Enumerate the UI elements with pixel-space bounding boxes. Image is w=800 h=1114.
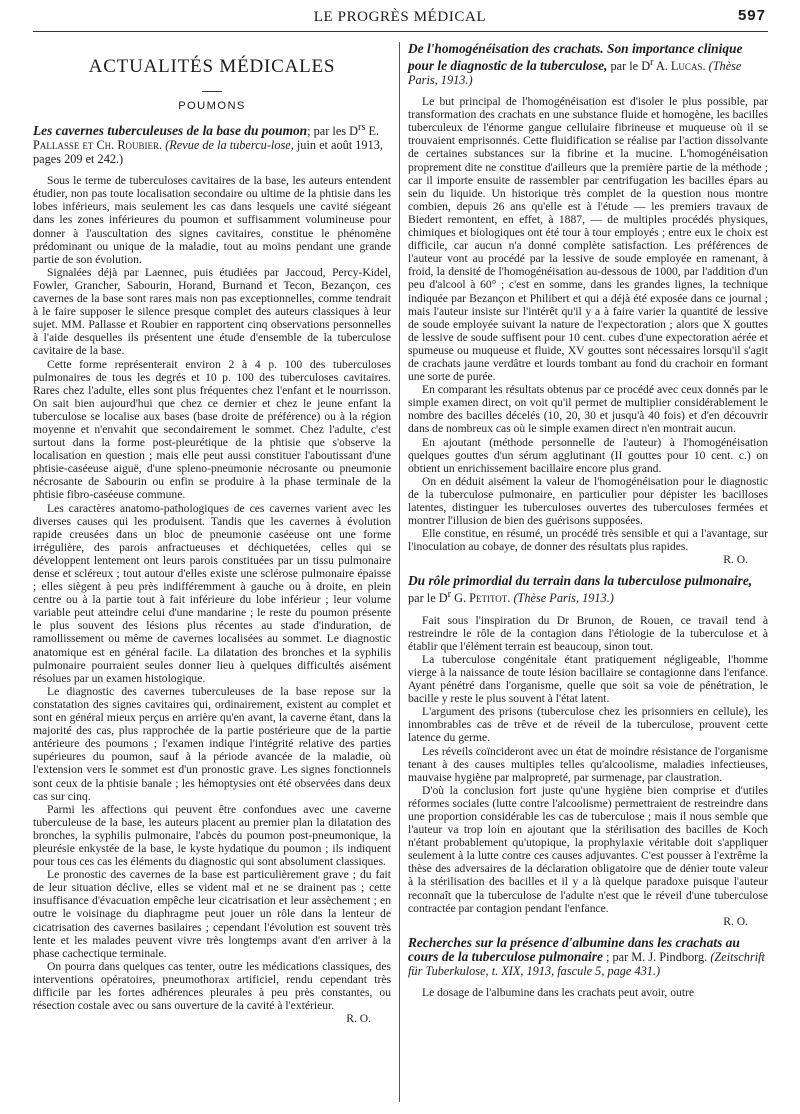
section-title: ACTUALITÉS MÉDICALES: [88, 56, 336, 77]
paragraph: Le but principal de l'homogénéisation est d'isoler le plus possible, par transformation des crachats en une substance fluide et homogène, les bacilles tuberculeux de l'énorme gangue cellulaire fibrineuse et muqueuse où il se trouvaient emprisonnés. Cette fluidification se réalise par l'action dissolvante de certaines substances sur la fibrine et la mucine. L'homogénéisation proprement dite ne constitue d'ailleurs que la première partie de la méthode ; car il importe ensuite de rassembler par centrifugation les bacilles épars au sein du liquide. Un historique très complet de la question nous montre combien, depuis 26 ans qu'elle est à l'étude — les premiers travaux de Biedert remontent, en effet, à 1887, — de multiples procédés physiques, chimiques et biologiques ont été tour à tour employés ; entre eux le choix est difficile, car aucun n'a donné complète satisfaction. Les préférences de l'auteur vont au procédé par la lessive de soude employée en ramenant, à froid, la densité de l'homogénéisation au-dessous de 1000, par l'addition d'un peu d'alcool à 60° ; c'est en somme, dans les grandes lignes, la technique indiquée par Bezançon et Philibert et qui a déjà été exposée dans ce journal ; mais l'auteur insiste sur l'intérêt qu'il y a à faire varier la quantité de lessive de soude employée suivant la nature de l'expectoration ; alors que X gouttes de lessive de soude suffisent pour 10 cent. cubes d'une expectoration aérée et spumeuse ou muqueuse et fluide, XV gouttes sont nécessaires lorsqu'il s'agit de crachats jaune verdâtre et lourds tombant au fond du crachoir en formant une sorte de purée.: [408, 95, 768, 384]
article-heading: [33, 121, 391, 166]
paragraph: L'argument des prisons (tuberculose chez les prisonniers en cellule), les innombrables cas de trêve et de réveil de la tuberculose, prouvent cette latence du germe.: [408, 705, 768, 745]
running-title: LE PROGRÈS MÉDICAL: [313, 9, 487, 25]
article-source: (Thèse Paris, 1913.): [510, 591, 614, 606]
article-heading: [408, 42, 768, 87]
article-title: Recherches sur la présence d'albumine dans les crachats au cours de la tuberculose pulmonaire: [408, 934, 740, 964]
paragraph: Les réveils coïncideront avec un état de moindre résistance de l'organisme tenant à des causes multiples telles qu'alcoolisme, maladies infectieuses, mauvaise hygiène par malpropreté, par surmenage, par claustration.: [408, 744, 768, 784]
page-number: 597: [737, 7, 766, 24]
paragraph: La tuberculose congénitale étant pratiquement négligeable, l'homme vierge à la naissance de toute lésion bacillaire se contagionne dans l'enfance. Ayant pénétré dans l'organisme, quelle que soit sa voie de pénétration, le bacille y reste le plus souvent à l'état latent.: [408, 652, 768, 706]
right-column: [408, 42, 768, 999]
article-title: Les cavernes tuberculeuses de la base du poumon: [33, 123, 308, 139]
signature: R. O.: [723, 553, 748, 567]
article-authors: G. Petitot.: [451, 591, 511, 606]
article-by: ; par les D: [307, 124, 359, 139]
article-by: par le D: [408, 591, 448, 606]
paragraph: En comparant les résultats obtenus par ce procédé avec ceux donnés par le simple examen direct, on voit qu'il permet de multiplier considérablement le nombre des bacilles décelés (10, 20, 30 et jusqu'à 40 fois) et d'en découvrir dans de nombreux cas où le simple examen direct n'en montrait aucun.: [408, 383, 768, 436]
paragraph: Le diagnostic des cavernes tuberculeuses de la base repose sur la constatation des signes cavitaires qui, ordinairement, existent au complet et sont en général mieux perçus en arrière qu'en avant, la caverne étant, dans la majorité des cas, plus rapprochée de la partie postérieure que de la partie antérieure des poumons ; l'examen indique l'intégrité relative des parties supérieures du poumon, sauf à la période avancée de la maladie, où l'extension vers le sommet est d'un pronostic grave. Les signes fonctionnels sont ceux de la phtisie banale ; les hémoptysies ont été observées dans deux cas sur cinq.: [33, 684, 391, 803]
article-title: Du rôle primordial du terrain dans la tuberculose pulmonaire,: [408, 573, 753, 589]
left-column: [33, 42, 391, 1025]
title-dash: [33, 84, 391, 94]
paragraph: Cette forme représenterait environ 2 à 4 p. 100 des tuberculoses pulmonaires de tous les degrés et 10 p. 100 des tuberculoses cavitaires. Rares chez l'adulte, elles sont plus fréquentes chez l'enfant et le nourrisson. On sait bien aujourd'hui que chez ce dernier et chez le jeune enfant la tuberculose se localise aux bases (base droite de préférence) ou à la région moyenne et n'envahit que secondairement le sommet. Chez l'adulte, c'est surtout dans la forme post-pleurétique de la phtisie que s'observe la localisation en question ; mais elle peut aussi constituer l'aboutissant d'une phtisie-caséeuse aiguë, d'une spleno-pneumonie nécrosante ou pneumonie nécrosante de Sabourin ou enfin se produire à la phase terminale de la phtisie fibro-caséeuse commune.: [33, 357, 391, 502]
paragraph: On pourra dans quelques cas tenter, outre les médications classiques, des interventions opératoires, pneumothorax artificiel, rendu cependant très difficile par les fortes adhérences pleurales à peu près constantes, ou résection costale avec ou sans ouverture de la cavité à l'extérieur.: [33, 959, 391, 1013]
paragraph: Sous le terme de tuberculoses cavitaires de la base, les auteurs entendent étudier, non pas toute localisation secondaire ou ultime de la phtisie dans les lobes inférieurs, mais seulement les cas dans lesquels une cavité siégeant dans les zones inférieures du poumon et suffisamment volumineuse pour donner à l'auscultation des signes cavitaires, constitue le phénomène prédominant ou unique de la maladie, tout au moins pendant une grande partie de son évolution.: [33, 174, 391, 266]
paragraph: Elle constitue, en résumé, un procédé très sensible et qui a l'avantage, sur l'inoculation au cobaye, de donner des résultats plus rapides.: [408, 527, 768, 554]
article-by-sup: r: [650, 57, 654, 68]
column-divider: [399, 42, 400, 1102]
signature: R. O.: [346, 1012, 371, 1026]
article-authors: A. Lucas.: [653, 59, 706, 74]
paragraph: D'où la conclusion fort juste qu'une hygiène bien comprise et d'utiles réformes sociales (lutte contre l'alcoolisme) permettraient de restreindre dans une proportion considérable les cas de tuberculose ; mais il nous semble que l'auteur va trop loin en ajoutant que la stérilisation des bacilles de Koch n'étant probablement qu'utopique, la prophylaxie véritable doit s'appliquer seulement à la lutte contre ces causes adjuvantes. C'est pousser à l'extrême la thèse des adversaires de la déclaration obligatoire que de dénier toute valeur à la stérilisation des bacilles et il y a là quelque paradoxe puisque l'auteur reconnaît que la tuberculose de l'adulte n'est que le réveil d'une tuberculose contractée par contagion pendant l'enfance.: [408, 783, 768, 915]
article-by-sup: r: [447, 589, 452, 601]
signature: R. O.: [723, 914, 748, 928]
paragraph: Le dosage de l'albumine dans les crachats peut avoir, outre: [422, 985, 695, 999]
paragraph: Fait sous l'inspiration du Dr Brunon, de Rouen, ce travail tend à restreindre le rôle de la contagion dans l'étiologie de la tuberculose et à établir que l'élément terrain est beaucoup, sinon tout.: [408, 613, 768, 653]
paragraph: En ajoutant (méthode personnelle de l'auteur) à l'homogénéisation quelques gouttes d'un sérum agglutinant (II gouttes pour 10 cent. c.) on obtient un enrichissement bacillaire encore plus grand.: [408, 435, 768, 475]
article-date: juin et août 1913, pages 209 et 242.): [33, 138, 383, 167]
article-source: (Zeitschrift für Tuberkulose, t. XIX, 1913, fascule 5, page 431.): [408, 949, 765, 978]
article-by-sup: rs: [358, 122, 366, 134]
header-rule: [33, 31, 768, 32]
paragraph: Le pronostic des cavernes de la base est particulièrement grave ; du fait de leur situation déclive, elles se vident mal et ne se drainent pas ; cette insuffisance d'évacuation empêche leur cicatrisation et leur assèchement ; en outre le voisinage du diaphragme peut jouer un rôle dans la lenteur de cicatrisation des cavernes basilaires ; cependant l'évolution est souvent très lente et les malades peuvent vivre très longtemps avant d'en arriver à la phase cachectique terminale.: [33, 868, 391, 960]
article-by: ; par M. J. Pindborg.: [602, 949, 708, 964]
article-authors: E. Pallasse et Ch. Roubier.: [33, 124, 380, 153]
paragraph: Les caractères anatomo-pathologiques de ces cavernes varient avec les diverses causes qui les produisent. Tandis que les cavernes à évolution rapide creusées dans un bloc de pneumonie caséeuse ont une forme irrégulière, des parois anfractueuses et déchiquetées, celles qui se développent lentement ont leurs parois constituées par un tissu pulmonaire dense et scléreux ; tout autour d'elles existe une sclérose pulmonaire épaisse ; elles siègent à peu près indifféremment à gauche ou à droite, en plein centre ou à la partie tout à fait inférieure du lobe inférieur ; leur volume variable peut atteindre celui d'une mandarine ; le reste du poumon présente le plus souvent des lésions plus récentes au stade d'induration, de ramollissement ou même de cavernes localisées au sommet. Le diagnostic anatomique est en général facile. La dilatation des bronches et la syphilis pulmonaire pourraient seules donner lieu à quelques difficultés aisément résolues par un examen histologique.: [33, 501, 391, 685]
subsection-title: POUMONS: [178, 100, 246, 112]
article-source: (Thèse Paris, 1913.): [408, 59, 742, 88]
article-heading: [408, 574, 768, 605]
paragraph: Signalées déjà par Laennec, puis étudiées par Jaccoud, Percy-Kidel, Fowler, Grancher, Sabourin, Horand, Burnand et Tecon, Bezançon, ces cavernes de la base sont rares mais non pas exceptionnelles, comme tendrait à le faire supposer le silence presque complet des auteurs classiques à leur sujet. MM. Pallasse et Roubier en rapportent cinq observations personnelles à l'aide desquelles ils présentent une étude d'ensemble de la tuberculose cavitaire de la base.: [33, 265, 391, 358]
paragraph: On en déduit aisément la valeur de l'homogénéisation pour le diagnostic de la tuberculose pulmonaire, en particulier pour dépister les bacilloses latentes, distinguer les tuberculoses ouvertes des tuberculoses fermées et montrer l'illusion de bien des guérisons supposées.: [408, 474, 768, 528]
article-source: (Revue de la tubercu-lose,: [162, 138, 294, 153]
article-by: par le D: [607, 59, 651, 74]
page-header: [0, 0, 800, 32]
article-heading: [408, 936, 768, 978]
article-title: De l'homogénéisation des crachats. Son importance clinique pour le diagnostic de la tuberculose,: [408, 41, 743, 74]
paragraph: Parmi les affections qui peuvent être confondues avec une caverne tuberculeuse de la base, les auteurs placent au premier plan la dilatation des bronches, la syphilis pulmonaire, l'abcès du poumon post-pneumonique, la pleurésie enkystée de la base, le kyste hydatique du poumon ; ils indiquent pour tous ces cas les éléments du diagnostic qui sont absolument classiques.: [33, 802, 391, 869]
